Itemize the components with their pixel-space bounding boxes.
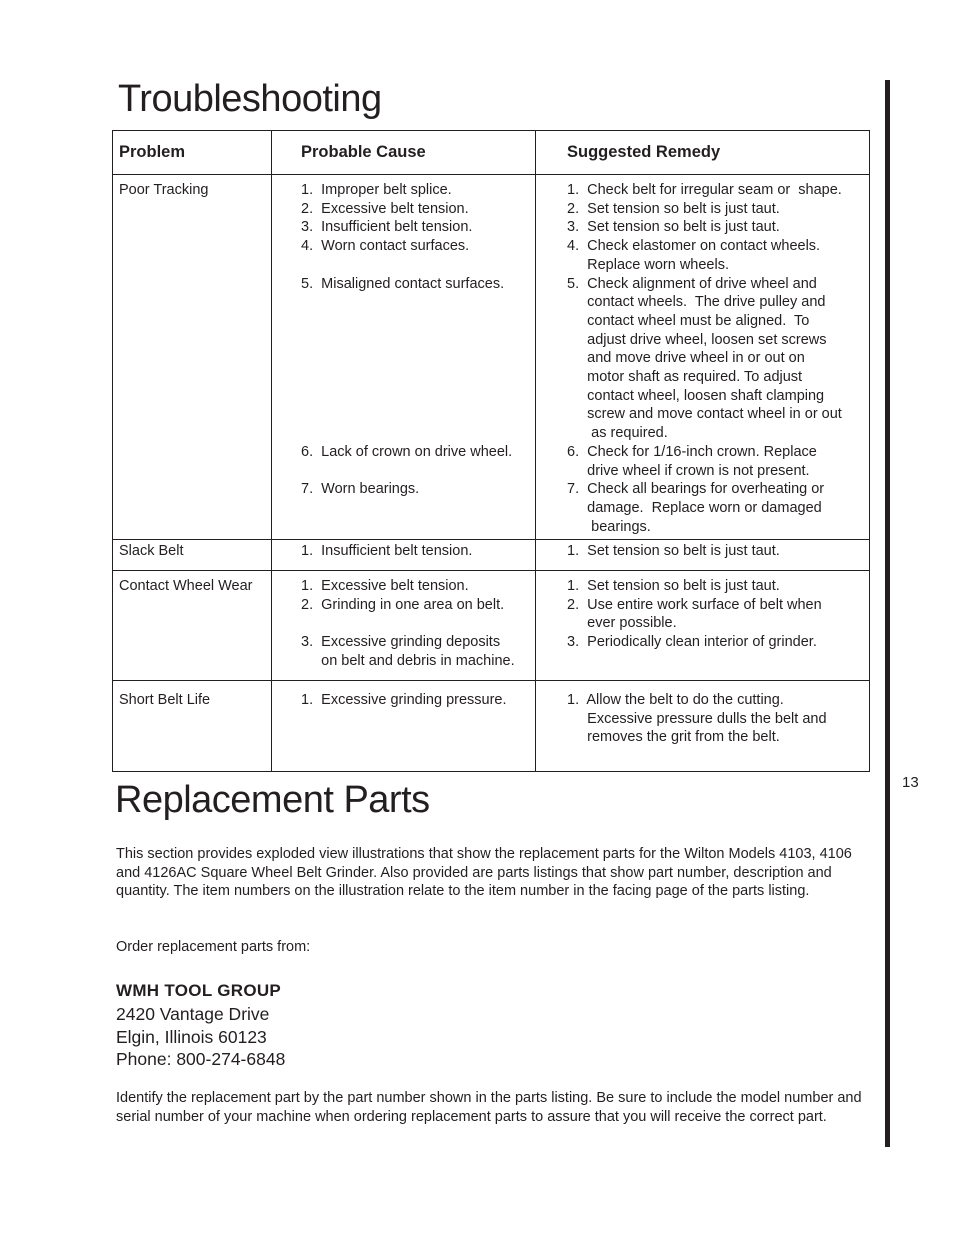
cause-text: 2. Grinding in one area on belt. (301, 596, 505, 613)
side-rule (885, 80, 890, 1147)
table-row (113, 540, 870, 571)
intro-paragraph: This section provides exploded view illustrations that show the replacement parts for the Wilton Models 4103, 4106 and 4126AC Square Wheel Belt Grinder. Also provided are parts listings that show part number, description and quantity. The item numbers on the illustration relate to the item number in the facing page of the parts listing. (116, 846, 852, 900)
table-row (113, 571, 870, 681)
remedy-text: contact wheels. The drive pulley and (567, 294, 826, 311)
replacement-parts-title: Replacement Parts (115, 779, 430, 821)
company-address (116, 1003, 285, 1071)
cause-text: 3. Excessive grinding deposits (301, 634, 501, 651)
address-line: Elgin, Illinois 60123 (116, 1026, 267, 1047)
header-problem: Problem (113, 131, 272, 175)
remedy-text: and move drive wheel in or out on (567, 350, 805, 367)
remedy-text: bearings. (567, 518, 651, 535)
remedy-text: Excessive pressure dulls the belt and (567, 710, 827, 727)
remedy-text: as required. (567, 425, 668, 442)
cause-text: 3. Insufficient belt tension. (301, 219, 473, 236)
cause-cell (272, 540, 536, 571)
remedy-text: 6. Check for 1/16-inch crown. Replace (567, 443, 817, 460)
cause-text: 1. Excessive belt tension. (301, 578, 469, 594)
cause-text: 1. Improper belt splice. (301, 182, 452, 198)
cause-text: 7. Worn bearings. (301, 481, 420, 498)
remedy-text: adjust drive wheel, loosen set screws (567, 331, 827, 348)
identify-paragraph: Identify the replacement part by the part number shown in the parts listing. Be sure to include the model number and serial number of your machine when ordering replacement parts to assure that you will receive the correct part. (116, 1090, 862, 1125)
cause-cell (272, 175, 536, 540)
problem-cell (113, 540, 272, 571)
page-number: 13 (902, 774, 919, 791)
remedy-text: 1. Allow the belt to do the cutting. (567, 692, 784, 708)
problem-text: Contact Wheel Wear (119, 578, 253, 594)
cause-text: 6. Lack of crown on drive wheel. (301, 443, 513, 460)
header-suggested-remedy: Suggested Remedy (536, 131, 870, 175)
remedy-text: 5. Check alignment of drive wheel and (567, 275, 817, 292)
problem-text: Poor Tracking (119, 182, 209, 198)
table-row (113, 681, 870, 772)
cause-text: 1. Insufficient belt tension. (301, 543, 473, 559)
remedy-text: 4. Check elastomer on contact wheels. (567, 238, 821, 255)
problem-text: Short Belt Life (119, 692, 211, 708)
problem-cell (113, 175, 272, 540)
phone-line: Phone: 800-274-6848 (116, 1049, 286, 1069)
remedy-text: 3. Periodically clean interior of grinder. (567, 634, 817, 651)
cause-text: 5. Misaligned contact surfaces. (301, 275, 505, 292)
remedy-cell (536, 571, 870, 681)
remedy-text: contact wheel, loosen shaft clamping (567, 387, 825, 404)
remedy-text: 3. Set tension so belt is just taut. (567, 219, 780, 236)
troubleshooting-title: Troubleshooting (118, 78, 382, 120)
remedy-text: 1. Set tension so belt is just taut. (567, 578, 780, 594)
company-name: WMH TOOL GROUP (116, 981, 282, 1000)
order-from-text: Order replacement parts from: (116, 939, 311, 955)
remedy-text: ever possible. (567, 615, 677, 632)
table-header-row (113, 131, 870, 175)
troubleshooting-table (112, 130, 870, 772)
remedy-text: damage. Replace worn or damaged (567, 499, 822, 516)
remedy-text: 2. Set tension so belt is just taut. (567, 200, 780, 217)
remedy-text: screw and move contact wheel in or out (567, 406, 842, 423)
remedy-text: 1. Check belt for irregular seam or shape. (567, 182, 842, 198)
header-probable-cause: Probable Cause (272, 131, 536, 175)
address-line: 2420 Vantage Drive (116, 1004, 270, 1024)
problem-cell (113, 571, 272, 681)
cause-cell (272, 681, 536, 772)
remedy-text: Replace worn wheels. (567, 256, 729, 273)
cause-text: 2. Excessive belt tension. (301, 200, 469, 217)
remedy-text: 7. Check all bearings for overheating or (567, 481, 825, 498)
table-row (113, 175, 870, 540)
remedy-text: contact wheel must be aligned. To (567, 312, 810, 329)
cause-text: on belt and debris in machine. (301, 652, 515, 669)
remedy-text: removes the grit from the belt. (567, 729, 780, 746)
remedy-text: drive wheel if crown is not present. (567, 462, 810, 479)
cause-text: 1. Excessive grinding pressure. (301, 692, 507, 708)
remedy-cell (536, 540, 870, 571)
remedy-text: 1. Set tension so belt is just taut. (567, 543, 780, 559)
remedy-text: motor shaft as required. To adjust (567, 369, 803, 386)
remedy-text: 2. Use entire work surface of belt when (567, 596, 822, 613)
cause-cell (272, 571, 536, 681)
problem-text: Slack Belt (119, 543, 184, 559)
remedy-cell (536, 681, 870, 772)
problem-cell (113, 681, 272, 772)
cause-text: 4. Worn contact surfaces. (301, 238, 470, 255)
remedy-cell (536, 175, 870, 540)
